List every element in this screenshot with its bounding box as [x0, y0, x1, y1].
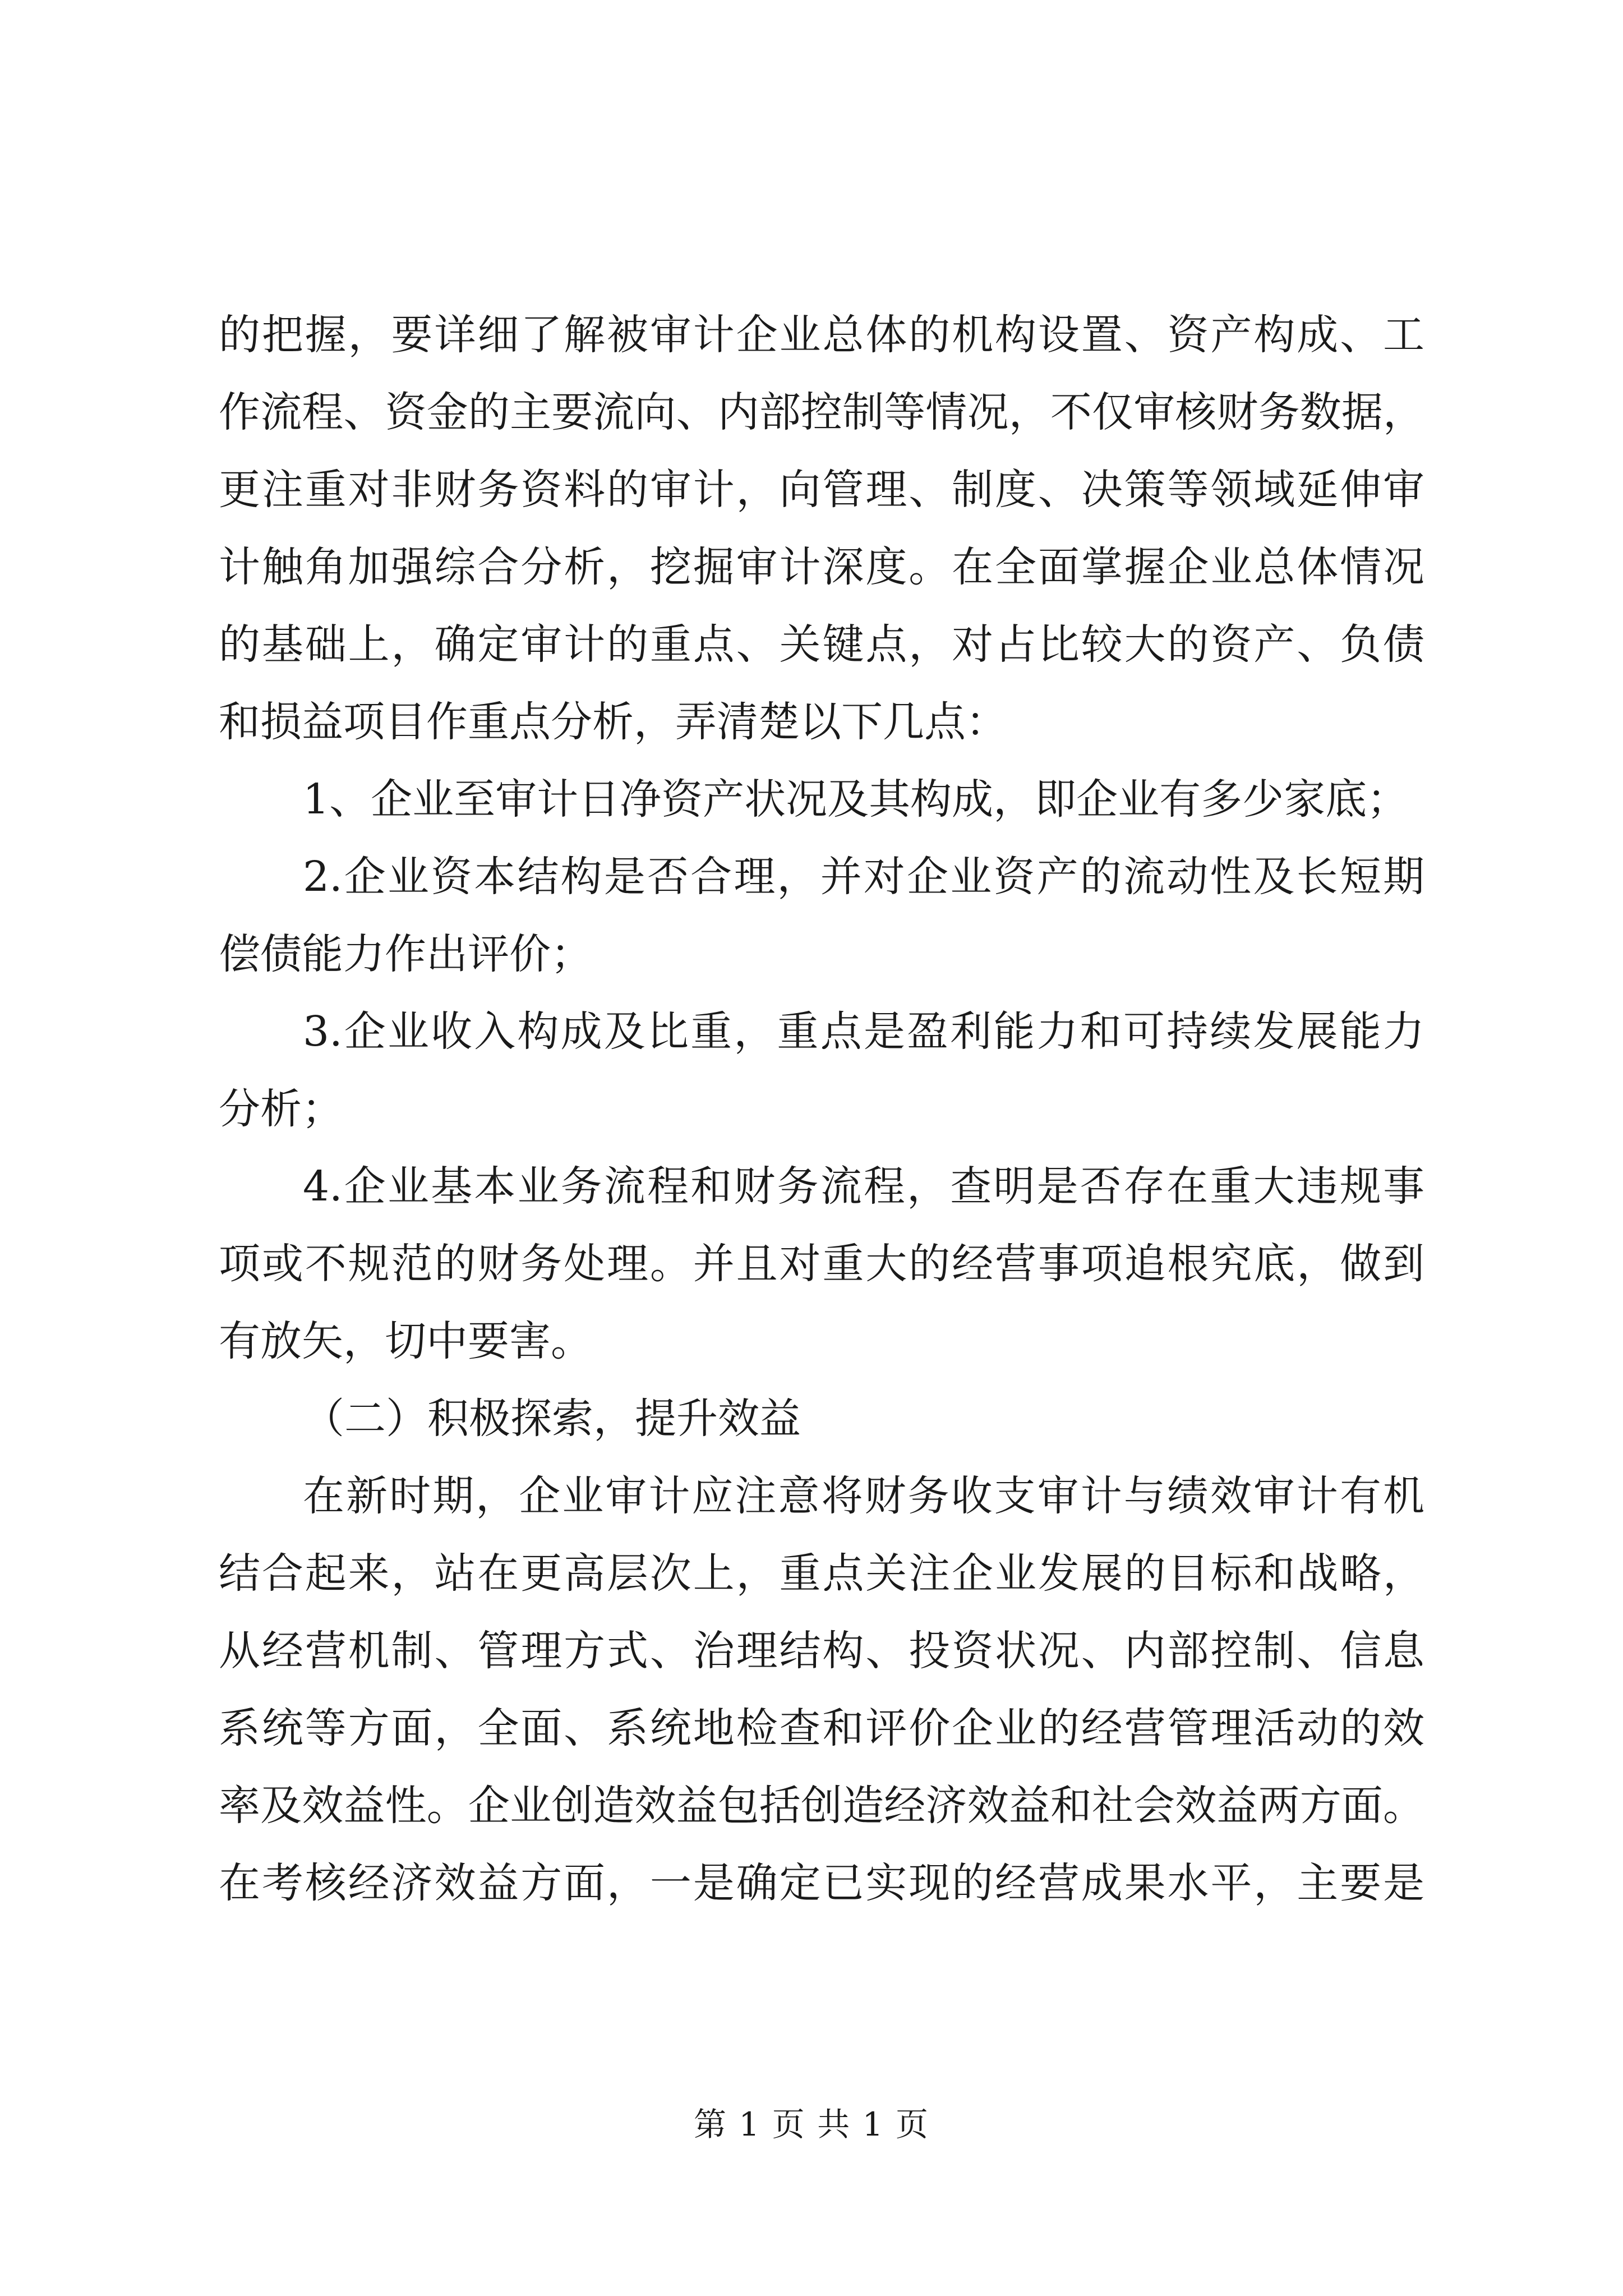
- text-line: 分析；: [219, 1085, 343, 1133]
- text-line: 在考核经济效益方面，一是确定已实现的经营成果水平，主要是: [219, 1859, 1424, 1907]
- text-line: 计触角加强综合分析，挖掘审计深度。在全面掌握企业总体情况: [219, 543, 1424, 591]
- text-line: 从经营机制、管理方式、治理结构、投资状况、内部控制、信息: [219, 1627, 1424, 1675]
- text-line: 作流程、资金的主要流向、内部控制等情况，不仅审核财务数据，: [219, 388, 1424, 436]
- text-line: 的基础上，确定审计的重点、关键点，对占比较大的资产、负债: [219, 620, 1424, 669]
- text-line: 的把握，要详细了解被审计企业总体的机构设置、资产构成、工: [219, 311, 1424, 359]
- document-body: [219, 296, 1424, 1922]
- text-line: 偿债能力作出评价；: [219, 930, 592, 978]
- section-heading: （二）积极探索，提升效益: [303, 1395, 801, 1443]
- list-item-4: 4.企业基本业务流程和财务流程，查明是否存在重大违规事: [303, 1162, 1424, 1211]
- text-line: 在新时期，企业审计应注意将财务收支审计与绩效审计有机: [303, 1472, 1424, 1520]
- list-item-1: 1、企业至审计日净资产状况及其构成，即企业有多少家底；: [303, 775, 1409, 823]
- text-line: 结合起来，站在更高层次上，重点关注企业发展的目标和战略，: [219, 1549, 1424, 1598]
- text-line: 率及效益性。企业创造效益包括创造经济效益和社会效益两方面。: [219, 1782, 1424, 1830]
- text-line: 有放矢，切中要害。: [219, 1317, 592, 1365]
- text-line: 更注重对非财务资料的审计，向管理、制度、决策等领域延伸审: [219, 466, 1424, 514]
- page-footer: 第 1 页 共 1 页: [694, 2105, 929, 2143]
- list-item-3: 3.企业收入构成及比重，重点是盈利能力和可持续发展能力: [303, 1007, 1424, 1056]
- text-line: 和损益项目作重点分析，弄清楚以下几点：: [219, 698, 1007, 746]
- text-line: 项或不规范的财务处理。并且对重大的经营事项追根究底，做到: [219, 1240, 1424, 1288]
- text-line: 系统等方面，全面、系统地检查和评价企业的经营管理活动的效: [219, 1704, 1424, 1752]
- list-item-2: 2.企业资本结构是否合理，并对企业资产的流动性及长短期: [303, 853, 1424, 901]
